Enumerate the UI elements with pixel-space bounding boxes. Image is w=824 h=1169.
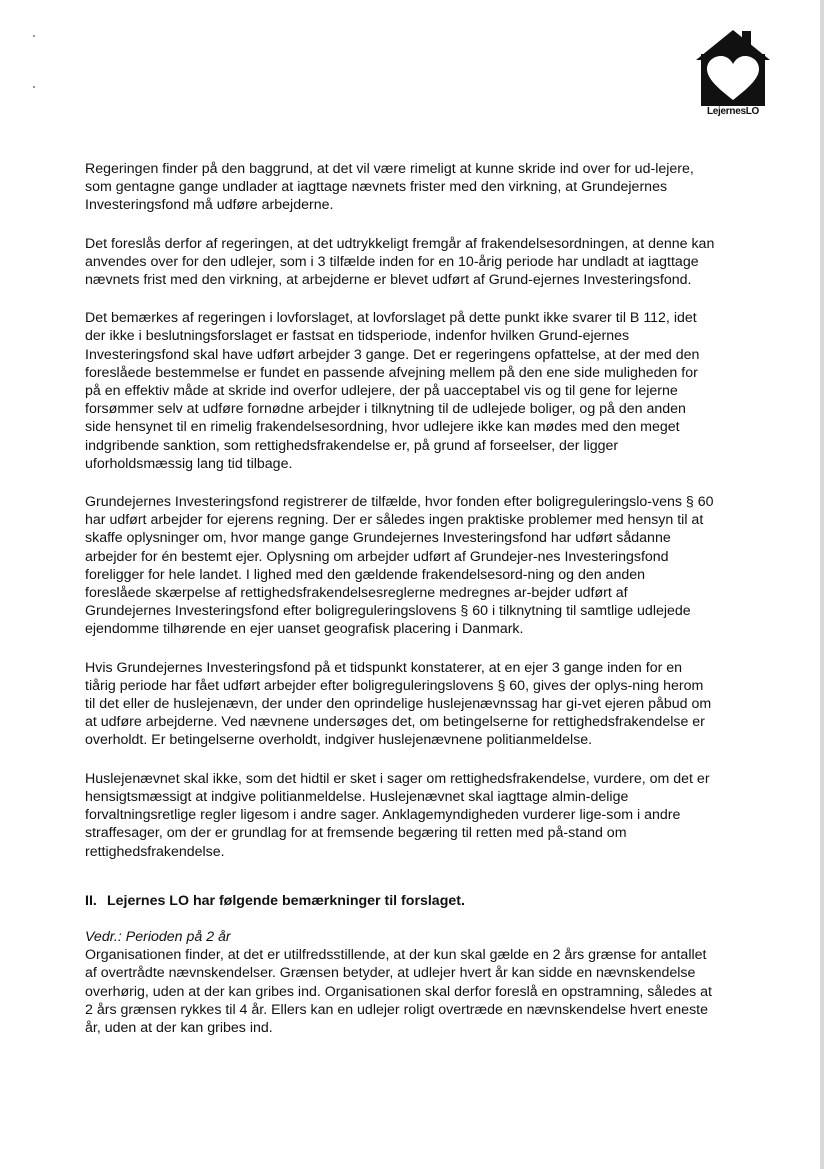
scan-speck: [33, 35, 35, 37]
paragraph: Det foreslås derfor af regeringen, at det udtrykkeligt fremgår af frakendelsesordningen, at denne kan anvendes over for den udlejer, som i 3 tilfælde inden for en 10-årig periode har undladt at iagttage nævnets frist med den virkning, at arbejderne er blevet udført af Grund-ejernes Investeringsfond.: [85, 235, 715, 289]
paragraph: Hvis Grundejernes Investeringsfond på et tidspunkt konstaterer, at en ejer 3 gange inden for en tiårig periode har fået udført arbejder efter boligreguleringslovens § 60, gives der oplys-ning herom til det eller de huslejenævn, der under den oprindelige huslejenævnssag har gi-vet ejeren påbud om at udføre arbejderne. Ved nævnene undersøges det, om betingelserne for rettighedsfrakendelse er overholdt. Er betingelserne overholdt, indgiver huslejenævnene politianmeldelse.: [85, 659, 712, 749]
paragraph: Det bemærkes af regeringen i lovforslaget, at lovforslaget på dette punkt ikke svarer til B 112, idet der ikke i beslutningsforslaget er fastsat en tidsperiode, indenfor hvilken Grund-ejernes Investeringsfond skal have udført arbejder 3 gange. Det er regeringens opfattelse, at der med den foreslåede bestemmelse er fundet en passende afvejning mellem på den ene side muligheden for på en effektiv måde at skride ind overfor udlejere, der på uacceptabel vis og til gene for lejerne forsømmer selv at udføre fornødne arbejder i tilknytning til de udlejede boliger, og på den anden side hensynet til en rimelig frakendelsesordning, hvor udlejere ikke kan mødes med den meget indgribende sanktion, som rettighedsfrakendelse er, på grund af forseelser, der ligger uforholdsmæssig lang tid tilbage.: [85, 310, 700, 472]
section-title: Lejernes LO har følgende bemærkninger til forslaget.: [107, 892, 465, 909]
logo-text: LejernesLO: [706, 106, 760, 117]
paragraph: Grundejernes Investeringsfond registrerer de tilfælde, hvor fonden efter boligreguleringslo-vens § 60 har udført arbejder for ejerens regning. Der er således ingen praktiske problemer med hensyn til at skaffe oplysninger om, hvor mange gange Grundejernes Investeringsfond har udført sådanne arbejder for én bestemt ejer. Oplysning om arbejder udført af Grundejer-nes Investeringsfond foreligger for hele landet. I lighed med den gældende frakendelsesord-ning og den anden foreslåede skærpelse af rettighedsfrakendelsesreglerne medregnes ar-bejder udført af Grundejernes Investeringsfond efter boligreguleringslovens § 60 i tilknytning til samtlige udlejede ejendomme tilhørende en ejer uanset geografisk placering i Danmark.: [85, 494, 714, 638]
paragraph: Huslejenævnet skal ikke, som det hidtil er sket i sager om rettighedsfrakendelse, vurdere, om det er hensigtsmæssigt at indgive politianmeldelse. Huslejenævnet skal iagttage almin-delige forvaltningsretlige regler ligesom i andre sager. Anklagemyndigheden vurderer lige-som i andre straffesager, om der er grundlag for at fremsende begæring til retten med på-stand om rettighedsfrakendelse.: [85, 770, 710, 860]
section-number: II.: [85, 892, 97, 909]
page-edge: [820, 0, 824, 1169]
document-body: [85, 160, 715, 1057]
logo: [693, 30, 773, 125]
subsection-text: Organisationen finder, at det er utilfredsstillende, at der kun skal gælde en 2 års grænse for antallet af overtrådte nævnskendelser. Grænsen betyder, at udlejer hvert år kan sidde en nævnskendelse overhørig, uden at der kan gribes ind. Organisationen skal derfor foreslå en opstramning, således at 2 års grænsen rykkes til 4 år. Ellers kan en udlejer roligt overtræde en nævnskendelse hvert eneste år, uden at der kan gribes ind.: [85, 947, 712, 1036]
paragraph: Regeringen finder på den baggrund, at det vil være rimeligt at kunne skride ind over for ud-lejere, som gentagne gange undlader at iagttage nævnets frister med den virkning, at Grundejernes Investeringsfond må udføre arbejderne.: [85, 161, 694, 214]
scan-speck: [33, 86, 35, 88]
subsection-title: Vedr.: Perioden på 2 år: [85, 928, 231, 945]
section-heading: [85, 892, 715, 910]
house-heart-icon: [693, 30, 773, 110]
